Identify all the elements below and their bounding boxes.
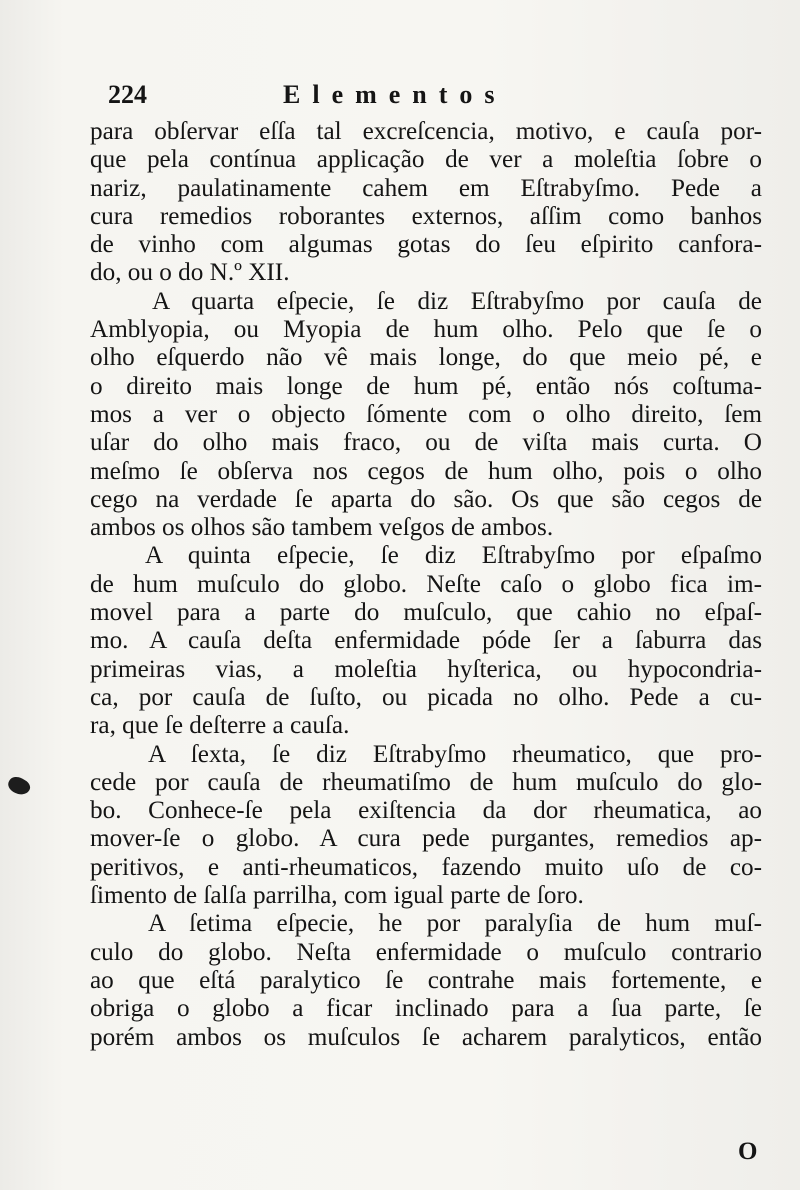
page-number: 224 (108, 80, 147, 109)
text-line: peritivos, e anti-rheumaticos, fazendo muito uſo de co- (90, 853, 762, 881)
text-line: nariz, paulatinamente cahem em Eſtrabyſmo. Pede a (90, 174, 762, 202)
catchword: O (738, 1138, 758, 1165)
text-line: que pela contínua applicação de ver a moleſtia ſobre o (90, 146, 762, 174)
text-line: cura remedios roborantes externos, aſſim como banhos (90, 202, 762, 230)
text-line: ao que eſtá paralytico ſe contrahe mais fortemente, e (90, 966, 762, 994)
text-line: ra, que ſe deſterre a cauſa. (90, 712, 350, 740)
text-line: obriga o globo a ficar inclinado para a ſua parte, ſe (90, 995, 762, 1023)
text-line: olho eſquerdo não vê mais longe, do que meio pé, e (90, 344, 762, 372)
running-title: Elementos (283, 80, 507, 109)
paragraph-start-line: A quinta eſpecie, ſe diz Eſtrabyſmo por eſpaſmo (145, 542, 762, 570)
body-text (90, 118, 762, 1052)
text-line: uſar do olho mais fraco, ou de viſta mais curta. O (90, 429, 762, 457)
paragraph-start-line: A ſetima eſpecie, he por paralyſia de hum muſ- (148, 910, 762, 938)
ink-blot (5, 774, 32, 799)
text-line: para obſervar eſſa tal excreſcencia, motivo, e cauſa por- (90, 118, 762, 145)
text-line: primeiras vias, a moleſtia hyſterica, ou hypocondria- (90, 655, 762, 683)
text-line: de vinho com algumas gotas do ſeu eſpirito canfora- (90, 231, 762, 259)
text-line: culo do globo. Neſta enfermidade o muſculo contrario (90, 938, 762, 966)
text-line: movel para a parte do muſculo, que cahio no eſpaſ- (90, 599, 762, 627)
paragraph-start-line: A ſexta, ſe diz Eſtrabyſmo rheumatico, que pro- (148, 740, 762, 768)
text-line: cede por cauſa de rheumatiſmo de hum muſculo do glo- (90, 768, 762, 796)
text-line: mover-ſe o globo. A cura pede purgantes, remedios ap- (90, 825, 762, 853)
text-line: ca, por cauſa de ſuſto, ou picada no olho. Pede a cu- (90, 683, 762, 711)
text-line: ambos os olhos são tambem veſgos de ambos. (90, 514, 554, 542)
text-line: mo. A cauſa deſta enfermidade póde ſer a ſaburra das (90, 627, 762, 655)
paragraph-start-line: A quarta eſpecie, ſe diz Eſtrabyſmo por cauſa de (152, 287, 762, 315)
text-line: o direito mais longe de hum pé, então nós coſtuma- (90, 372, 762, 400)
text-line: meſmo ſe obſerva nos cegos de hum olho, pois o olho (90, 457, 762, 485)
page-header (108, 80, 708, 120)
text-line: Amblyopia, ou Myopia de hum olho. Pelo que ſe o (90, 316, 762, 344)
text-line: bo. Conhece-ſe pela exiſtencia da dor rheumatica, ao (90, 797, 762, 825)
text-line: porém ambos os muſculos ſe acharem paralyticos, então (90, 1023, 762, 1051)
text-line: de hum muſculo do globo. Neſte caſo o globo fica im- (90, 570, 762, 598)
text-line: cego na verdade ſe aparta do são. Os que são cegos de (90, 485, 762, 513)
text-line: do, ou o do N.º XII. (90, 259, 290, 287)
text-line: ſimento de ſalſa parrilha, com igual parte de ſoro. (90, 882, 584, 910)
text-line: mos a ver o objecto ſómente com o olho direito, ſem (90, 400, 762, 428)
